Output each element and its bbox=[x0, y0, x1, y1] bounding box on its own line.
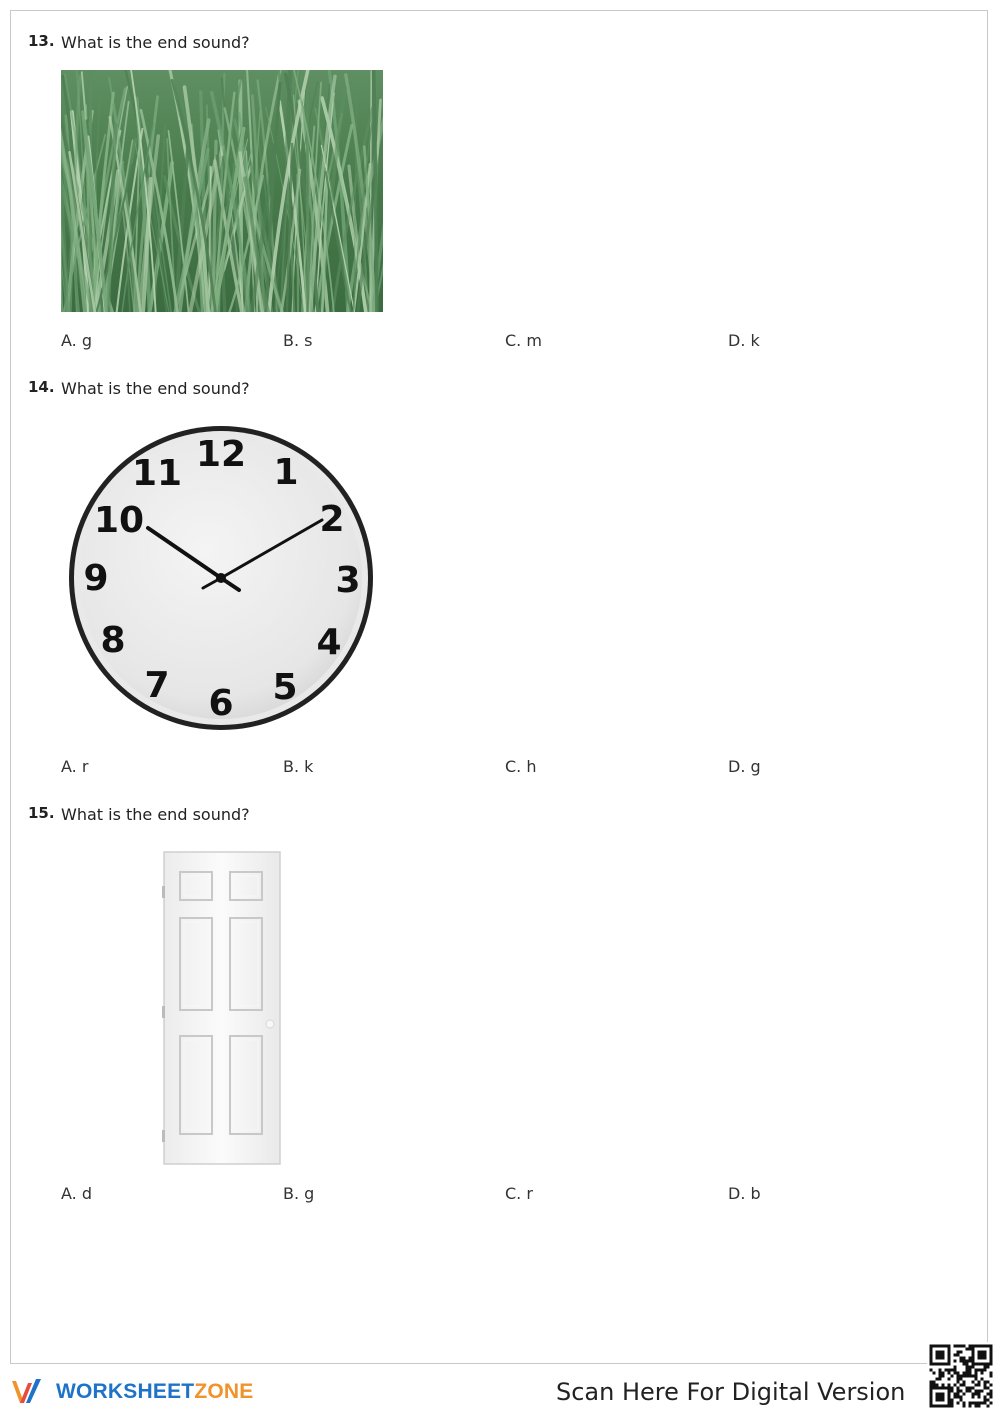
qr-module bbox=[975, 1363, 978, 1366]
clock-illustration bbox=[64, 422, 378, 734]
qr-module bbox=[936, 1405, 939, 1408]
qr-module bbox=[942, 1357, 945, 1360]
qr-module bbox=[978, 1402, 981, 1405]
clock-number-12: 12 bbox=[195, 434, 247, 475]
qr-module bbox=[984, 1363, 987, 1366]
qr-module bbox=[936, 1387, 939, 1390]
qr-module bbox=[948, 1387, 951, 1390]
clock-number-5: 5 bbox=[272, 667, 298, 708]
qr-module bbox=[957, 1354, 960, 1357]
qr-module bbox=[954, 1354, 957, 1357]
qr-module bbox=[951, 1369, 954, 1372]
qr-module bbox=[939, 1396, 942, 1399]
qr-module bbox=[933, 1345, 936, 1348]
qr-module bbox=[945, 1387, 948, 1390]
clock-number-1: 1 bbox=[273, 452, 299, 493]
qr-module bbox=[930, 1390, 933, 1393]
qr-module bbox=[939, 1357, 942, 1360]
qr-module bbox=[939, 1372, 942, 1375]
qr-module bbox=[951, 1387, 954, 1390]
qr-module bbox=[963, 1405, 966, 1408]
qr-module bbox=[960, 1390, 963, 1393]
qr-module bbox=[987, 1345, 990, 1348]
qr-module bbox=[948, 1378, 951, 1381]
logo-icon bbox=[10, 1377, 50, 1407]
qr-module bbox=[930, 1345, 933, 1348]
qr-module bbox=[960, 1384, 963, 1387]
qr-module bbox=[939, 1405, 942, 1408]
qr-module bbox=[957, 1351, 960, 1354]
qr-module bbox=[954, 1384, 957, 1387]
qr-module bbox=[990, 1384, 993, 1387]
qr-module bbox=[969, 1348, 972, 1351]
qr-module bbox=[978, 1390, 981, 1393]
qr-module bbox=[951, 1402, 954, 1405]
qr-module bbox=[990, 1351, 993, 1354]
qr-module bbox=[954, 1360, 957, 1363]
qr-module bbox=[990, 1354, 993, 1357]
qr-module bbox=[948, 1384, 951, 1387]
qr-module bbox=[930, 1399, 933, 1402]
qr-module bbox=[948, 1369, 951, 1372]
qr-module bbox=[942, 1393, 945, 1396]
qr-module bbox=[975, 1375, 978, 1378]
qr-module bbox=[972, 1393, 975, 1396]
clock-number-9: 9 bbox=[83, 558, 109, 599]
qr-module bbox=[930, 1357, 933, 1360]
clock-number-7: 7 bbox=[144, 665, 170, 706]
qr-module bbox=[936, 1363, 939, 1366]
clock-number-10: 10 bbox=[93, 500, 145, 541]
qr-module bbox=[936, 1393, 939, 1396]
qr-module bbox=[948, 1399, 951, 1402]
qr-module bbox=[948, 1357, 951, 1360]
grass-image bbox=[61, 70, 383, 312]
qr-module bbox=[972, 1345, 975, 1348]
qr-module bbox=[930, 1387, 933, 1390]
qr-module bbox=[975, 1369, 978, 1372]
qr-module bbox=[984, 1384, 987, 1387]
qr-module bbox=[933, 1363, 936, 1366]
qr-module bbox=[987, 1366, 990, 1369]
qr-module bbox=[945, 1405, 948, 1408]
door-illustration bbox=[160, 850, 284, 1166]
qr-module bbox=[948, 1363, 951, 1366]
door-image bbox=[160, 850, 284, 1166]
worksheetzone-logo[interactable] bbox=[10, 1374, 253, 1410]
qr-module bbox=[990, 1393, 993, 1396]
q15-option-b[interactable]: B. g bbox=[283, 1184, 315, 1203]
qr-module bbox=[984, 1366, 987, 1369]
qr-module bbox=[978, 1345, 981, 1348]
qr-module bbox=[972, 1354, 975, 1357]
qr-module bbox=[963, 1381, 966, 1384]
qr-module bbox=[942, 1399, 945, 1402]
qr-module bbox=[975, 1384, 978, 1387]
qr-module bbox=[939, 1387, 942, 1390]
qr-module bbox=[987, 1381, 990, 1384]
qr-module bbox=[957, 1393, 960, 1396]
qr-module bbox=[942, 1354, 945, 1357]
grass-illustration bbox=[61, 70, 383, 312]
qr-module bbox=[981, 1351, 984, 1354]
qr-module bbox=[987, 1387, 990, 1390]
qr-module bbox=[978, 1381, 981, 1384]
qr-module bbox=[939, 1378, 942, 1381]
qr-module bbox=[948, 1345, 951, 1348]
clock-number-11: 11 bbox=[131, 453, 183, 494]
qr-module bbox=[939, 1351, 942, 1354]
qr-module bbox=[930, 1402, 933, 1405]
qr-module bbox=[930, 1360, 933, 1363]
qr-module bbox=[987, 1399, 990, 1402]
qr-module bbox=[960, 1396, 963, 1399]
logo-wordmark bbox=[56, 1380, 253, 1404]
qr-module bbox=[930, 1393, 933, 1396]
qr-module bbox=[990, 1396, 993, 1399]
q14-option-d[interactable]: D. g bbox=[728, 757, 761, 776]
qr-module bbox=[939, 1399, 942, 1402]
qr-module bbox=[972, 1381, 975, 1384]
qr-module bbox=[972, 1357, 975, 1360]
qr-module bbox=[930, 1384, 933, 1387]
qr-module bbox=[981, 1402, 984, 1405]
qr-module bbox=[942, 1405, 945, 1408]
qr-module bbox=[969, 1345, 972, 1348]
q13-option-c[interactable]: C. m bbox=[505, 331, 542, 350]
qr-module bbox=[975, 1405, 978, 1408]
qr-module bbox=[990, 1345, 993, 1348]
qr-module bbox=[984, 1345, 987, 1348]
qr-module bbox=[984, 1402, 987, 1405]
qr-module bbox=[969, 1357, 972, 1360]
qr-module bbox=[948, 1372, 951, 1375]
qr-module bbox=[972, 1351, 975, 1354]
qr-code[interactable] bbox=[927, 1342, 995, 1410]
qr-module bbox=[939, 1393, 942, 1396]
qr-module bbox=[975, 1345, 978, 1348]
qr-module bbox=[930, 1381, 933, 1384]
qr-module bbox=[966, 1387, 969, 1390]
qr-module bbox=[987, 1405, 990, 1408]
qr-module bbox=[990, 1363, 993, 1366]
question-14-text: What is the end sound? bbox=[61, 379, 250, 398]
logo-word-zone: ZONE bbox=[194, 1380, 254, 1403]
qr-module bbox=[951, 1405, 954, 1408]
clock-number-8: 8 bbox=[100, 620, 126, 661]
qr-module bbox=[969, 1360, 972, 1363]
qr-module bbox=[945, 1345, 948, 1348]
qr-module bbox=[930, 1363, 933, 1366]
qr-module bbox=[942, 1375, 945, 1378]
qr-module bbox=[936, 1384, 939, 1387]
qr-module bbox=[990, 1357, 993, 1360]
qr-module bbox=[957, 1378, 960, 1381]
qr-module bbox=[954, 1396, 957, 1399]
qr-module bbox=[957, 1402, 960, 1405]
q15-option-d[interactable]: D. b bbox=[728, 1184, 761, 1203]
qr-module bbox=[951, 1399, 954, 1402]
qr-module bbox=[930, 1354, 933, 1357]
qr-module bbox=[951, 1375, 954, 1378]
qr-module bbox=[981, 1357, 984, 1360]
qr-module bbox=[972, 1366, 975, 1369]
qr-module bbox=[972, 1396, 975, 1399]
qr-module bbox=[984, 1387, 987, 1390]
qr-module bbox=[948, 1351, 951, 1354]
qr-module bbox=[948, 1396, 951, 1399]
qr-module bbox=[975, 1402, 978, 1405]
qr-module bbox=[990, 1390, 993, 1393]
qr-module bbox=[984, 1396, 987, 1399]
qr-module bbox=[981, 1369, 984, 1372]
qr-module bbox=[939, 1369, 942, 1372]
qr-module bbox=[969, 1369, 972, 1372]
grass-blade bbox=[307, 89, 308, 312]
qr-module bbox=[984, 1354, 987, 1357]
qr-module bbox=[963, 1360, 966, 1363]
qr-module bbox=[966, 1369, 969, 1372]
qr-module bbox=[960, 1357, 963, 1360]
qr-module bbox=[972, 1402, 975, 1405]
qr-module bbox=[942, 1396, 945, 1399]
qr-module bbox=[981, 1372, 984, 1375]
qr-module bbox=[936, 1357, 939, 1360]
qr-module bbox=[966, 1360, 969, 1363]
qr-module bbox=[978, 1405, 981, 1408]
qr-module bbox=[957, 1387, 960, 1390]
qr-module bbox=[942, 1387, 945, 1390]
qr-module bbox=[975, 1372, 978, 1375]
qr-module bbox=[945, 1369, 948, 1372]
qr-module bbox=[969, 1372, 972, 1375]
qr-module bbox=[954, 1372, 957, 1375]
qr-module bbox=[981, 1378, 984, 1381]
qr-module bbox=[957, 1375, 960, 1378]
qr-module bbox=[936, 1351, 939, 1354]
qr-module bbox=[942, 1384, 945, 1387]
qr-module bbox=[948, 1360, 951, 1363]
qr-module bbox=[969, 1405, 972, 1408]
question-13-text: What is the end sound? bbox=[61, 33, 250, 52]
qr-module bbox=[933, 1384, 936, 1387]
qr-module bbox=[984, 1399, 987, 1402]
qr-module bbox=[981, 1363, 984, 1366]
qr-module bbox=[969, 1375, 972, 1378]
clock-number-3: 3 bbox=[335, 560, 361, 601]
qr-module bbox=[963, 1357, 966, 1360]
q14-option-b[interactable]: B. k bbox=[283, 757, 314, 776]
qr-module bbox=[948, 1405, 951, 1408]
qr-module bbox=[963, 1384, 966, 1387]
qr-module bbox=[936, 1399, 939, 1402]
qr-module bbox=[957, 1390, 960, 1393]
qr-module bbox=[990, 1372, 993, 1375]
question-14-number: 14. bbox=[28, 378, 55, 396]
q13-option-d[interactable]: D. k bbox=[728, 331, 760, 350]
qr-module bbox=[942, 1351, 945, 1354]
qr-module bbox=[933, 1381, 936, 1384]
qr-module bbox=[972, 1360, 975, 1363]
qr-module bbox=[948, 1390, 951, 1393]
qr-module bbox=[930, 1348, 933, 1351]
qr-module bbox=[960, 1375, 963, 1378]
qr-module bbox=[933, 1387, 936, 1390]
qr-module bbox=[978, 1354, 981, 1357]
qr-module bbox=[978, 1384, 981, 1387]
qr-module bbox=[933, 1372, 936, 1375]
qr-module bbox=[936, 1354, 939, 1357]
clock-center-pin bbox=[216, 573, 226, 583]
qr-module bbox=[948, 1402, 951, 1405]
question-13-number: 13. bbox=[28, 32, 55, 50]
qr-module bbox=[954, 1369, 957, 1372]
qr-module bbox=[936, 1345, 939, 1348]
qr-module bbox=[963, 1375, 966, 1378]
qr-module bbox=[978, 1351, 981, 1354]
qr-module bbox=[948, 1393, 951, 1396]
qr-module bbox=[939, 1363, 942, 1366]
qr-module bbox=[969, 1402, 972, 1405]
qr-module bbox=[978, 1393, 981, 1396]
qr-module bbox=[975, 1378, 978, 1381]
q13-option-b[interactable]: B. s bbox=[283, 331, 313, 350]
qr-module bbox=[969, 1390, 972, 1393]
qr-module bbox=[972, 1348, 975, 1351]
q13-option-a[interactable]: A. g bbox=[61, 331, 92, 350]
qr-module bbox=[930, 1396, 933, 1399]
qr-module bbox=[960, 1351, 963, 1354]
qr-module bbox=[948, 1354, 951, 1357]
qr-module bbox=[951, 1390, 954, 1393]
qr-module bbox=[981, 1345, 984, 1348]
qr-module bbox=[939, 1354, 942, 1357]
qr-module bbox=[945, 1363, 948, 1366]
qr-module bbox=[957, 1396, 960, 1399]
qr-module bbox=[981, 1354, 984, 1357]
qr-module bbox=[987, 1393, 990, 1396]
qr-module bbox=[960, 1378, 963, 1381]
qr-module bbox=[966, 1363, 969, 1366]
qr-module bbox=[972, 1363, 975, 1366]
qr-module bbox=[966, 1375, 969, 1378]
grass-blade bbox=[297, 175, 298, 313]
qr-module bbox=[978, 1363, 981, 1366]
qr-module bbox=[963, 1402, 966, 1405]
qr-module bbox=[966, 1372, 969, 1375]
qr-module bbox=[984, 1357, 987, 1360]
clock-number-4: 4 bbox=[316, 622, 342, 663]
qr-module bbox=[957, 1381, 960, 1384]
qr-module bbox=[966, 1348, 969, 1351]
qr-module bbox=[987, 1363, 990, 1366]
qr-module bbox=[936, 1396, 939, 1399]
qr-module bbox=[972, 1375, 975, 1378]
qr-module bbox=[942, 1345, 945, 1348]
qr-module bbox=[963, 1345, 966, 1348]
qr-module bbox=[942, 1372, 945, 1375]
qr-module bbox=[957, 1345, 960, 1348]
qr-module bbox=[960, 1360, 963, 1363]
qr-module bbox=[984, 1369, 987, 1372]
clock-image bbox=[64, 422, 378, 734]
q14-option-a[interactable]: A. r bbox=[61, 757, 89, 776]
qr-module bbox=[978, 1396, 981, 1399]
q15-option-c[interactable]: C. r bbox=[505, 1184, 533, 1203]
qr-module bbox=[939, 1345, 942, 1348]
qr-module bbox=[963, 1363, 966, 1366]
door-knob bbox=[266, 1020, 274, 1028]
qr-module bbox=[936, 1378, 939, 1381]
qr-module bbox=[972, 1387, 975, 1390]
clock-number-6: 6 bbox=[208, 683, 234, 724]
clock-number-2: 2 bbox=[319, 499, 345, 540]
qr-module bbox=[984, 1351, 987, 1354]
qr-module bbox=[948, 1348, 951, 1351]
qr-module bbox=[960, 1345, 963, 1348]
qr-module bbox=[975, 1393, 978, 1396]
qr-module bbox=[978, 1357, 981, 1360]
qr-module bbox=[954, 1345, 957, 1348]
qr-module bbox=[966, 1366, 969, 1369]
qr-module bbox=[969, 1366, 972, 1369]
scan-here-text: Scan Here For Digital Version bbox=[556, 1378, 906, 1406]
question-15-number: 15. bbox=[28, 804, 55, 822]
qr-module bbox=[978, 1369, 981, 1372]
qr-module bbox=[954, 1366, 957, 1369]
qr-module bbox=[957, 1372, 960, 1375]
qr-module bbox=[960, 1399, 963, 1402]
qr-module bbox=[930, 1369, 933, 1372]
q14-option-c[interactable]: C. h bbox=[505, 757, 537, 776]
qr-module bbox=[990, 1402, 993, 1405]
qr-module bbox=[954, 1393, 957, 1396]
qr-module bbox=[939, 1375, 942, 1378]
qr-code-icon bbox=[927, 1342, 995, 1410]
question-15-text: What is the end sound? bbox=[61, 805, 250, 824]
qr-module bbox=[975, 1390, 978, 1393]
q15-option-a[interactable]: A. d bbox=[61, 1184, 92, 1203]
qr-module bbox=[981, 1390, 984, 1393]
qr-module bbox=[966, 1390, 969, 1393]
qr-module bbox=[969, 1387, 972, 1390]
qr-module bbox=[942, 1363, 945, 1366]
qr-module bbox=[963, 1372, 966, 1375]
qr-module bbox=[963, 1393, 966, 1396]
qr-module bbox=[990, 1360, 993, 1363]
qr-module bbox=[990, 1375, 993, 1378]
qr-module bbox=[930, 1405, 933, 1408]
qr-module bbox=[933, 1405, 936, 1408]
logo-word-worksheet: WORKSHEET bbox=[56, 1380, 195, 1403]
qr-module bbox=[990, 1348, 993, 1351]
qr-module bbox=[984, 1381, 987, 1384]
qr-module bbox=[930, 1351, 933, 1354]
